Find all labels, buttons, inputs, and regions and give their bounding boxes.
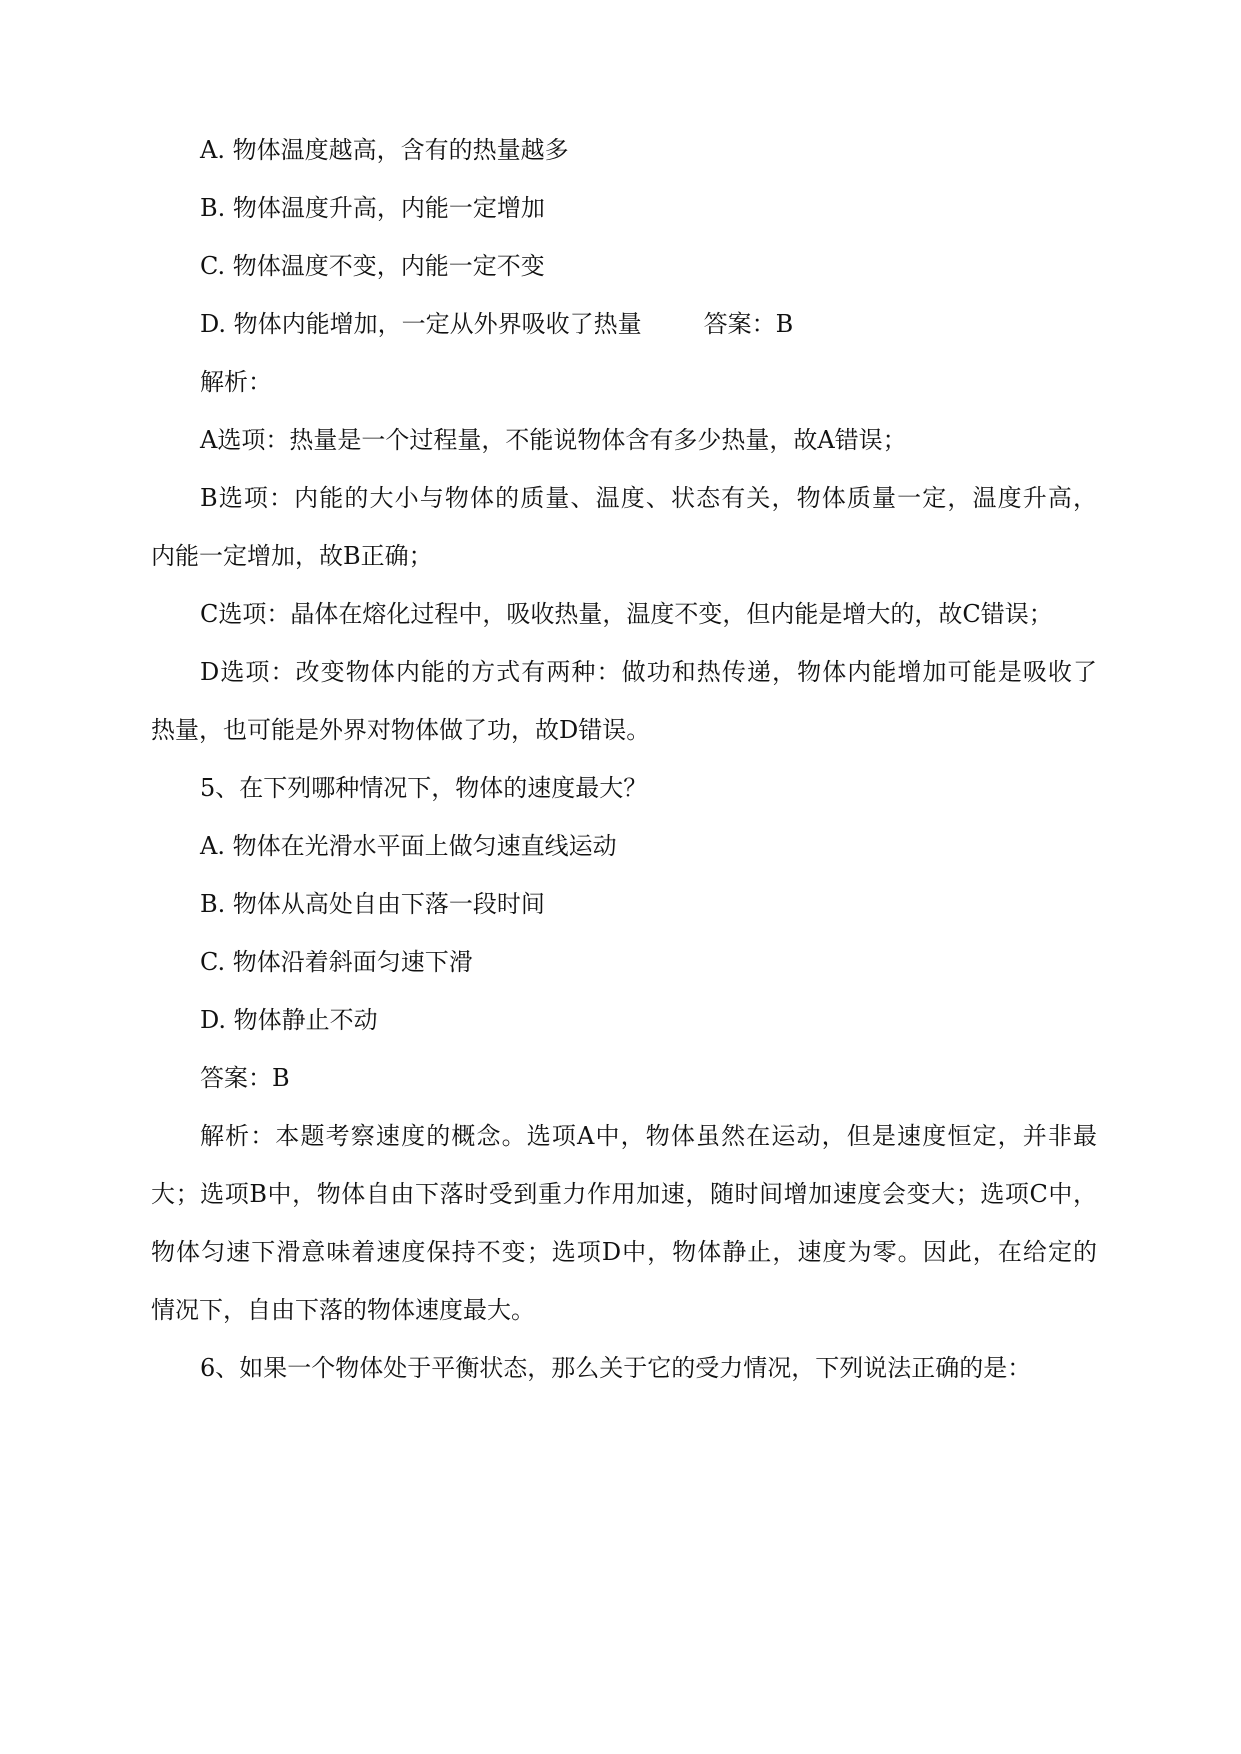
q4-analysis-d-line1: D选项：改变物体内能的方式有两种：做功和热传递，物体内能增加可能是吸收了 [200,658,1097,686]
q4-option-b: B. 物体温度升高，内能一定增加 [200,194,545,222]
q4-analysis-label: 解析： [200,368,272,396]
q5-analysis-line4: 情况下，自由下落的物体速度最大。 [151,1296,535,1324]
q4-option-d: D. 物体内能增加，一定从外界吸收了热量 [200,310,642,338]
q5-option-b: B. 物体从高处自由下落一段时间 [200,890,545,918]
q5-analysis-line3: 物体匀速下滑意味着速度保持不变；选项D中，物体静止，速度为零。因此，在给定的 [151,1238,1097,1266]
q6-question: 6、如果一个物体处于平衡状态，那么关于它的受力情况，下列说法正确的是： [200,1354,1032,1382]
q5-option-a: A. 物体在光滑水平面上做匀速直线运动 [200,832,617,860]
q4-answer: 答案：B [703,310,794,338]
q5-analysis-line2: 大；选项B中，物体自由下落时受到重力作用加速，随时间增加速度会变大；选项C中， [151,1180,1097,1208]
q4-option-c: C. 物体温度不变，内能一定不变 [200,252,545,280]
q4-analysis-b-line1: B选项：内能的大小与物体的质量、温度、状态有关，物体质量一定，温度升高， [200,484,1097,512]
q5-analysis-line1: 解析：本题考察速度的概念。选项A中，物体虽然在运动，但是速度恒定，并非最 [200,1122,1097,1150]
q4-analysis-b-line2: 内能一定增加，故B正确； [151,542,433,570]
q5-option-c: C. 物体沿着斜面匀速下滑 [200,948,473,976]
q4-analysis-c: C选项：晶体在熔化过程中，吸收热量，温度不变，但内能是增大的，故C错误； [200,600,1053,628]
q4-option-a: A. 物体温度越高，含有的热量越多 [200,136,569,164]
q4-option-d-row [200,309,793,339]
q5-question: 5、在下列哪种情况下，物体的速度最大？ [200,774,648,802]
q4-analysis-a: A选项：热量是一个过程量，不能说物体含有多少热量，故A错误； [200,426,907,454]
q5-option-d: D. 物体静止不动 [200,1006,378,1034]
q4-analysis-d-line2: 热量，也可能是外界对物体做了功，故D错误。 [151,716,651,744]
q5-answer: 答案：B [200,1064,290,1092]
